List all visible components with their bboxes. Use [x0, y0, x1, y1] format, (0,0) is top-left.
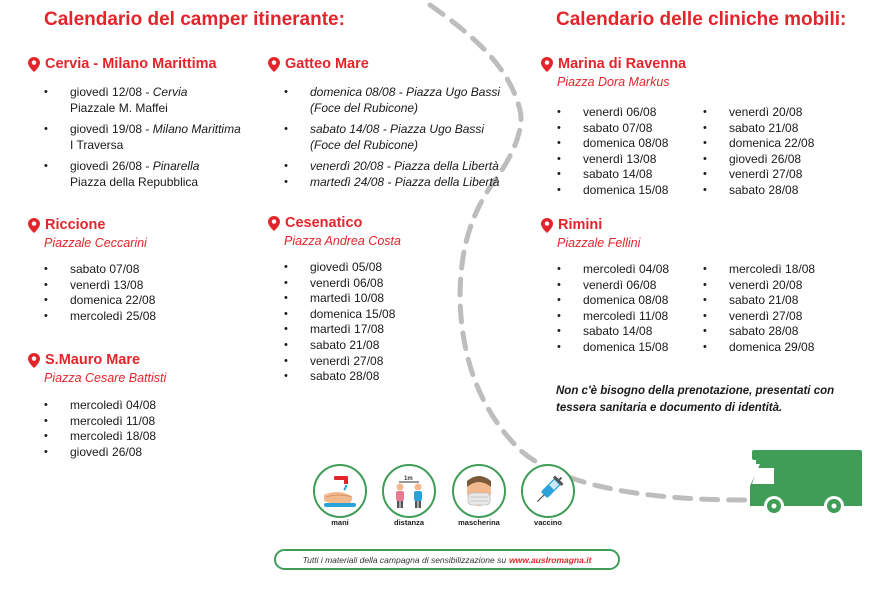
list-item: • sabato 21/08	[703, 293, 815, 309]
list-item: • giovedì 19/08 - Milano Marittima I Traversa	[44, 122, 241, 153]
list-item: • venerdì 06/08	[557, 278, 669, 294]
distance-icon	[382, 464, 436, 518]
list-item: • domenica 29/08	[703, 340, 815, 356]
location-pin-icon	[268, 216, 280, 231]
list-item: • sabato 07/08	[557, 121, 668, 137]
location-pin-icon	[28, 218, 40, 233]
list-item: • giovedì 12/08 - Cervia Piazzale M. Maffei	[44, 85, 241, 116]
camper-van-icon	[748, 448, 864, 520]
gatteo-heading	[268, 56, 369, 72]
location-pin-icon	[541, 57, 553, 72]
location-pin-icon	[28, 57, 40, 72]
location-pin-icon	[541, 218, 553, 233]
riccione-name: Riccione	[45, 217, 106, 233]
riccione-list	[44, 262, 156, 324]
smauro-list	[44, 398, 156, 460]
cervia-list	[44, 85, 241, 197]
icon-label: distanza	[393, 518, 424, 527]
icon-mascherina	[452, 464, 506, 527]
icon-distanza	[382, 464, 436, 527]
list-item: • mercoledì 11/08	[557, 309, 669, 325]
list-item: • domenica 15/08	[557, 183, 668, 199]
list-item: • venerdì 20/08	[703, 278, 815, 294]
list-item: • sabato 14/08	[557, 324, 669, 340]
gatteo-list	[284, 85, 500, 191]
list-item: • domenica 15/08	[557, 340, 669, 356]
list-item: • domenica 22/08	[44, 293, 156, 309]
icon-label: mani	[331, 518, 349, 527]
vaccine-icon	[521, 464, 575, 518]
footer-text: Tutti i materiali della campagna di sensibilizzazione su	[302, 554, 507, 565]
footer-link[interactable]: www.ausIromagna.it	[509, 554, 592, 565]
ravenna-list-col1	[557, 105, 668, 199]
list-item: • mercoledì 25/08	[44, 309, 156, 325]
list-item: • venerdì 06/08	[284, 276, 395, 292]
icon-label: vaccino	[534, 518, 562, 527]
smauro-heading	[28, 352, 140, 368]
list-item: • sabato 28/08	[703, 183, 814, 199]
smauro-name: S.Mauro Mare	[45, 352, 141, 368]
list-item: • venerdì 13/08	[44, 278, 156, 294]
rimini-list-col1	[557, 262, 669, 356]
list-item: • venerdì 27/08	[284, 354, 395, 370]
list-item: • sabato 14/08	[557, 167, 668, 183]
list-item: • sabato 28/08	[703, 324, 815, 340]
ravenna-place: Piazza Dora Markus	[557, 75, 670, 89]
list-item: • martedì 10/08	[284, 291, 395, 307]
cervia-heading	[28, 56, 217, 72]
campaign-footer	[274, 549, 620, 570]
list-item: • sabato 21/08	[703, 121, 814, 137]
list-item: • mercoledì 04/08	[44, 398, 156, 414]
ravenna-list-col2	[703, 105, 814, 199]
list-item: • domenica 08/08 - Piazza Ugo Bassi (Foce del Rubicone)	[284, 85, 500, 116]
riccione-place: Piazzale Ceccarini	[44, 236, 147, 250]
rimini-name: Rimini	[558, 217, 603, 233]
ravenna-heading	[541, 56, 686, 72]
location-pin-icon	[268, 57, 280, 72]
ravenna-name: Marina di Ravenna	[558, 56, 687, 72]
list-item: • giovedì 26/08 - Pinarella Piazza della Repubblica	[44, 159, 241, 190]
cesenatico-place: Piazza Andrea Costa	[284, 234, 401, 248]
list-item: • domenica 08/08	[557, 136, 668, 152]
icon-label: mascherina	[458, 518, 500, 527]
rimini-place: Piazzale Fellini	[557, 236, 641, 250]
list-item: • venerdì 13/08	[557, 152, 668, 168]
distance-mark: 1m	[404, 476, 413, 482]
list-item: • venerdì 27/08	[703, 309, 815, 325]
cesenatico-heading	[268, 215, 362, 231]
icon-mani	[313, 464, 367, 527]
list-item: • mercoledì 11/08	[44, 414, 156, 430]
list-item: • giovedì 26/08	[44, 445, 156, 461]
cervia-name: Cervia - Milano Marittima	[45, 56, 217, 72]
clinic-calendar-title: Calendario delle cliniche mobili:	[556, 9, 847, 30]
list-item: • mercoledì 18/08	[703, 262, 815, 278]
hands-washing-icon	[313, 464, 367, 518]
list-item: • giovedì 26/08	[703, 152, 814, 168]
list-item: • giovedì 05/08	[284, 260, 395, 276]
smauro-place: Piazza Cesare Battisti	[44, 371, 167, 385]
cesenatico-name: Cesenatico	[285, 215, 363, 231]
list-item: • sabato 07/08	[44, 262, 156, 278]
list-item: • venerdì 20/08 - Piazza della Libertà	[284, 159, 500, 175]
camper-calendar-title: Calendario del camper itinerante:	[44, 9, 345, 30]
list-item: • martedì 24/08 - Piazza della Libertà	[284, 175, 500, 191]
list-item: • mercoledì 04/08	[557, 262, 669, 278]
list-item: • martedì 17/08	[284, 322, 395, 338]
list-item: • domenica 15/08	[284, 307, 395, 323]
riccione-heading	[28, 217, 105, 233]
rimini-heading	[541, 217, 602, 233]
location-pin-icon	[28, 353, 40, 368]
list-item: • venerdì 27/08	[703, 167, 814, 183]
list-item: • sabato 28/08	[284, 369, 395, 385]
list-item: • sabato 21/08	[284, 338, 395, 354]
mask-icon	[452, 464, 506, 518]
gatteo-name: Gatteo Mare	[285, 56, 369, 72]
list-item: • domenica 22/08	[703, 136, 814, 152]
rimini-list-col2	[703, 262, 815, 356]
booking-note: Non c'è bisogno della prenotazione, presentati con tessera sanitaria e documento di identità.	[556, 385, 835, 414]
list-item: • domenica 08/08	[557, 293, 669, 309]
cesenatico-list	[284, 260, 395, 385]
list-item: • venerdì 06/08	[557, 105, 668, 121]
list-item: • sabato 14/08 - Piazza Ugo Bassi (Foce del Rubicone)	[284, 122, 500, 153]
list-item: • venerdì 20/08	[703, 105, 814, 121]
icon-vaccino	[521, 464, 575, 527]
list-item: • mercoledì 18/08	[44, 429, 156, 445]
